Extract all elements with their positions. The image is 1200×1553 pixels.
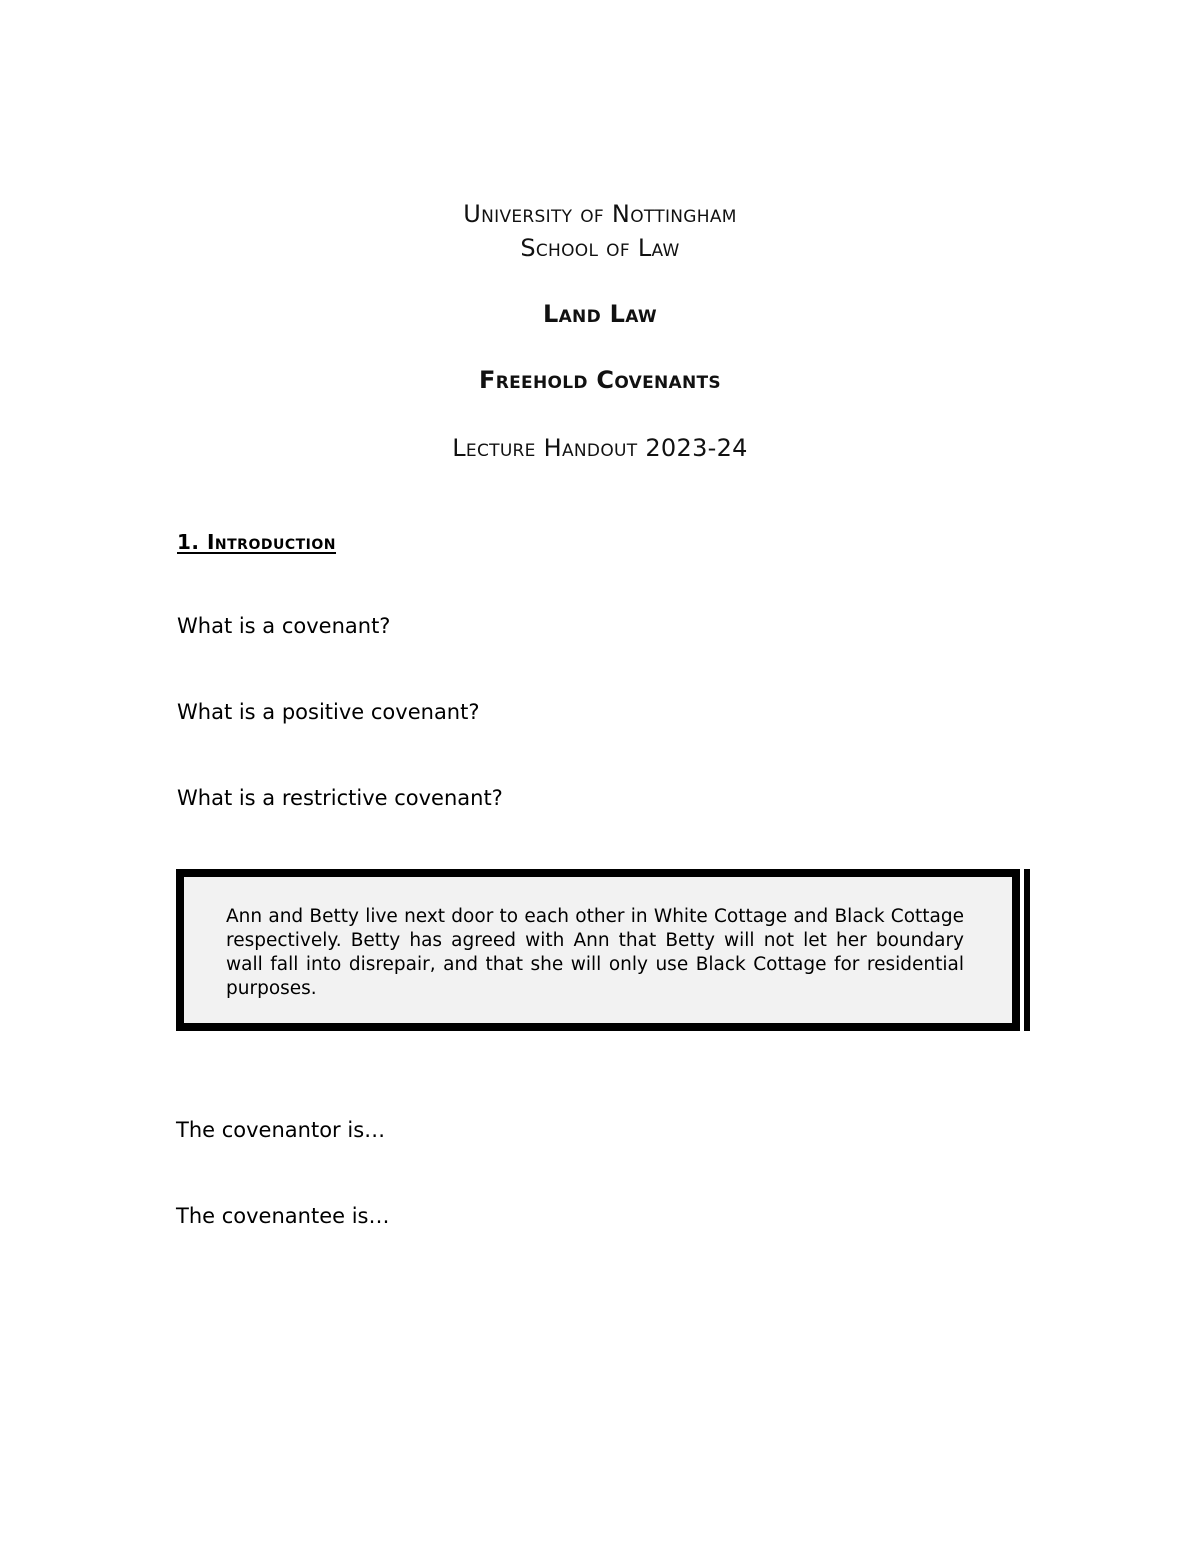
section-heading-introduction: 1. Introduction	[177, 530, 337, 554]
university-title: University of Nottingham	[463, 200, 737, 228]
scenario-text: Ann and Betty live next door to each other in White Cottage and Black Cottage respectively. Betty has agreed with Ann that Betty will not let her boundary wall fall into disrepair, and that she will only use Black Cottage for residential purposes.	[226, 906, 964, 999]
question-restrictive-covenant: What is a restrictive covenant?	[177, 786, 503, 810]
course-title: Land Law	[543, 300, 657, 328]
topic-title: Freehold Covenants	[479, 366, 721, 394]
covenantor-prompt: The covenantor is…	[176, 1118, 386, 1142]
question-positive-covenant: What is a positive covenant?	[177, 700, 480, 724]
handout-title: Lecture Handout 2023-24	[452, 434, 748, 462]
school-title: School of Law	[520, 234, 680, 262]
scenario-box	[176, 869, 1030, 1031]
covenantee-prompt: The covenantee is…	[176, 1204, 390, 1228]
question-covenant: What is a covenant?	[177, 614, 391, 638]
